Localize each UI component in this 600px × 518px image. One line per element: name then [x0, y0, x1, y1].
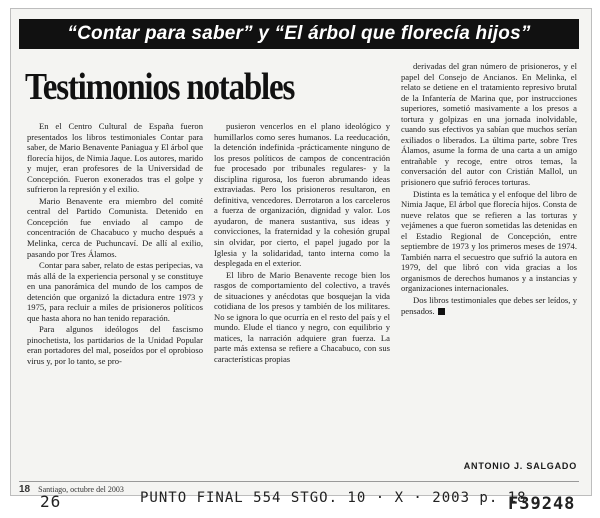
paragraph: En el Centro Cultural de España fueron presentados los libros testimoniales Contar para saber, de Mario Benavente Paniagua y El árbol que florecía hijos, de Nimia Jaque. Los autores, marido y mujer, eran profesores de la Universidad de Concepción. Fueron exonerados tras el golpe y sufrieron la represión y el exilio. — [27, 121, 203, 195]
handwritten-code: F39248 — [508, 494, 576, 514]
paragraph-final — [401, 295, 577, 316]
banner-title: “Contar para saber” y “El árbol que florecía hijos” — [19, 19, 579, 49]
article-column-2 — [214, 121, 390, 459]
paragraph: pusieron vencerlos en el plano ideológico y humillarlos como seres humanos. La reeducación, la detención indefinida -prácticamente ninguno de los presos políticos de campos de concentración fue procesado por tribunales regulares- y la disciplina rigurosa, los fueron abrumando ideas extraviadas. Pero los prisioneros resultaron, en definitiva, vencedores. Derrotaron a los carceleros a fuerza de organización, dignidad y valor. Los ayudaron, de manera sustantiva, sus ideas y convicciones, la fraternidad y la cohesión grupal sin olvidar, por cierto, el papel jugado por la Iglesia y la solidaridad, tanto interna como la desplegada en el exterior. — [214, 121, 390, 269]
closing-sentence: Dos libros testimoniales que debes ser leídos, y pensados. — [401, 295, 577, 316]
paragraph: Distinta es la temática y el enfoque del libro de Nimia Jaque, El árbol que florecía hijos. Consta de nueve relatos que se refieren a las torturas y vejámenes a que fueron sometidas las detenidas en el Estadio Regional de Concepción, entre septiembre de 1973 y los primeros meses de 1974. También narra el secuestro que sufrió la autora en 1979, del que libró con vida gracias a los organismos de derechos humanos y a instancias y organizaciones internacionales. — [401, 188, 577, 294]
headline: Testimonios notables — [25, 67, 295, 109]
paragraph: derivadas del gran número de prisioneros, y el papel del Consejo de Ancianos. En Melinka, el relato se detiene en el tratamiento represivo brutal de la Infantería de Marina que, por instrucciones superiores, sometió masivamente a los presos a tortura y golpizas en una jornada inolvidable, cuando sus efectivos ya sabían que muchos serían exiliados o liberados. La última parte, sobre Tres Álamos, asume la forma de una carta a un amigo entrañable y recoge, entre otros temas, la conversación del autor con Cristián Mallol, un prisionero que sufrió feroces torturas. — [401, 61, 577, 188]
author-byline: ANTONIO J. SALGADO — [463, 461, 577, 471]
end-mark-icon — [438, 308, 445, 315]
newspaper-clipping — [10, 8, 592, 496]
article-column-3 — [401, 61, 577, 461]
paragraph: Mario Benavente era miembro del comité central del Partido Comunista. Detenido en Concepción fue enviado al campo de concentración de Chacabuco y mucho después a Melinka, cerca de Puchuncaví. De allí al exilio, pasando por Tres Álamos. — [27, 195, 203, 259]
footer-date: Santiago, octubre del 2003 — [38, 485, 124, 494]
paragraph: Para algunos ideólogos del fascismo pinochetista, los partidarios de la Unidad Popular eran portadores del mal, poseídos por el oprobioso virus y, por lo tanto, se pro- — [27, 324, 203, 367]
handwritten-source: PUNTO FINAL 554 STGO. 10 · X · 2003 p. 18 — [140, 490, 527, 506]
paragraph: Contar para saber, relato de estas peripecias, va más allá de la experiencia personal y se constituye en una panorámica del mundo de los campos de detención que organizó la dictadura entre 1973 y 1975, para recluir a miles de prisioneros políticos que hasta ahora no han tenido reparación. — [27, 260, 203, 323]
page-number: 18 — [19, 484, 31, 495]
article-column-1 — [27, 121, 203, 459]
handwritten-number: 26 — [40, 492, 62, 511]
paragraph: El libro de Mario Benavente recoge bien los rasgos de comportamiento del colectivo, a través de situaciones y anécdotas que bosquejan la vida cotidiana de los presos y también de los militares. No se ignora lo que ocurría en el resto del país y el mundo. Elude el tianco y negro, con equilibrio y matices, la narración adquiere gran fuerza. La parte más extensa se refiere a Chacabuco, con sus características propias — [214, 269, 390, 365]
